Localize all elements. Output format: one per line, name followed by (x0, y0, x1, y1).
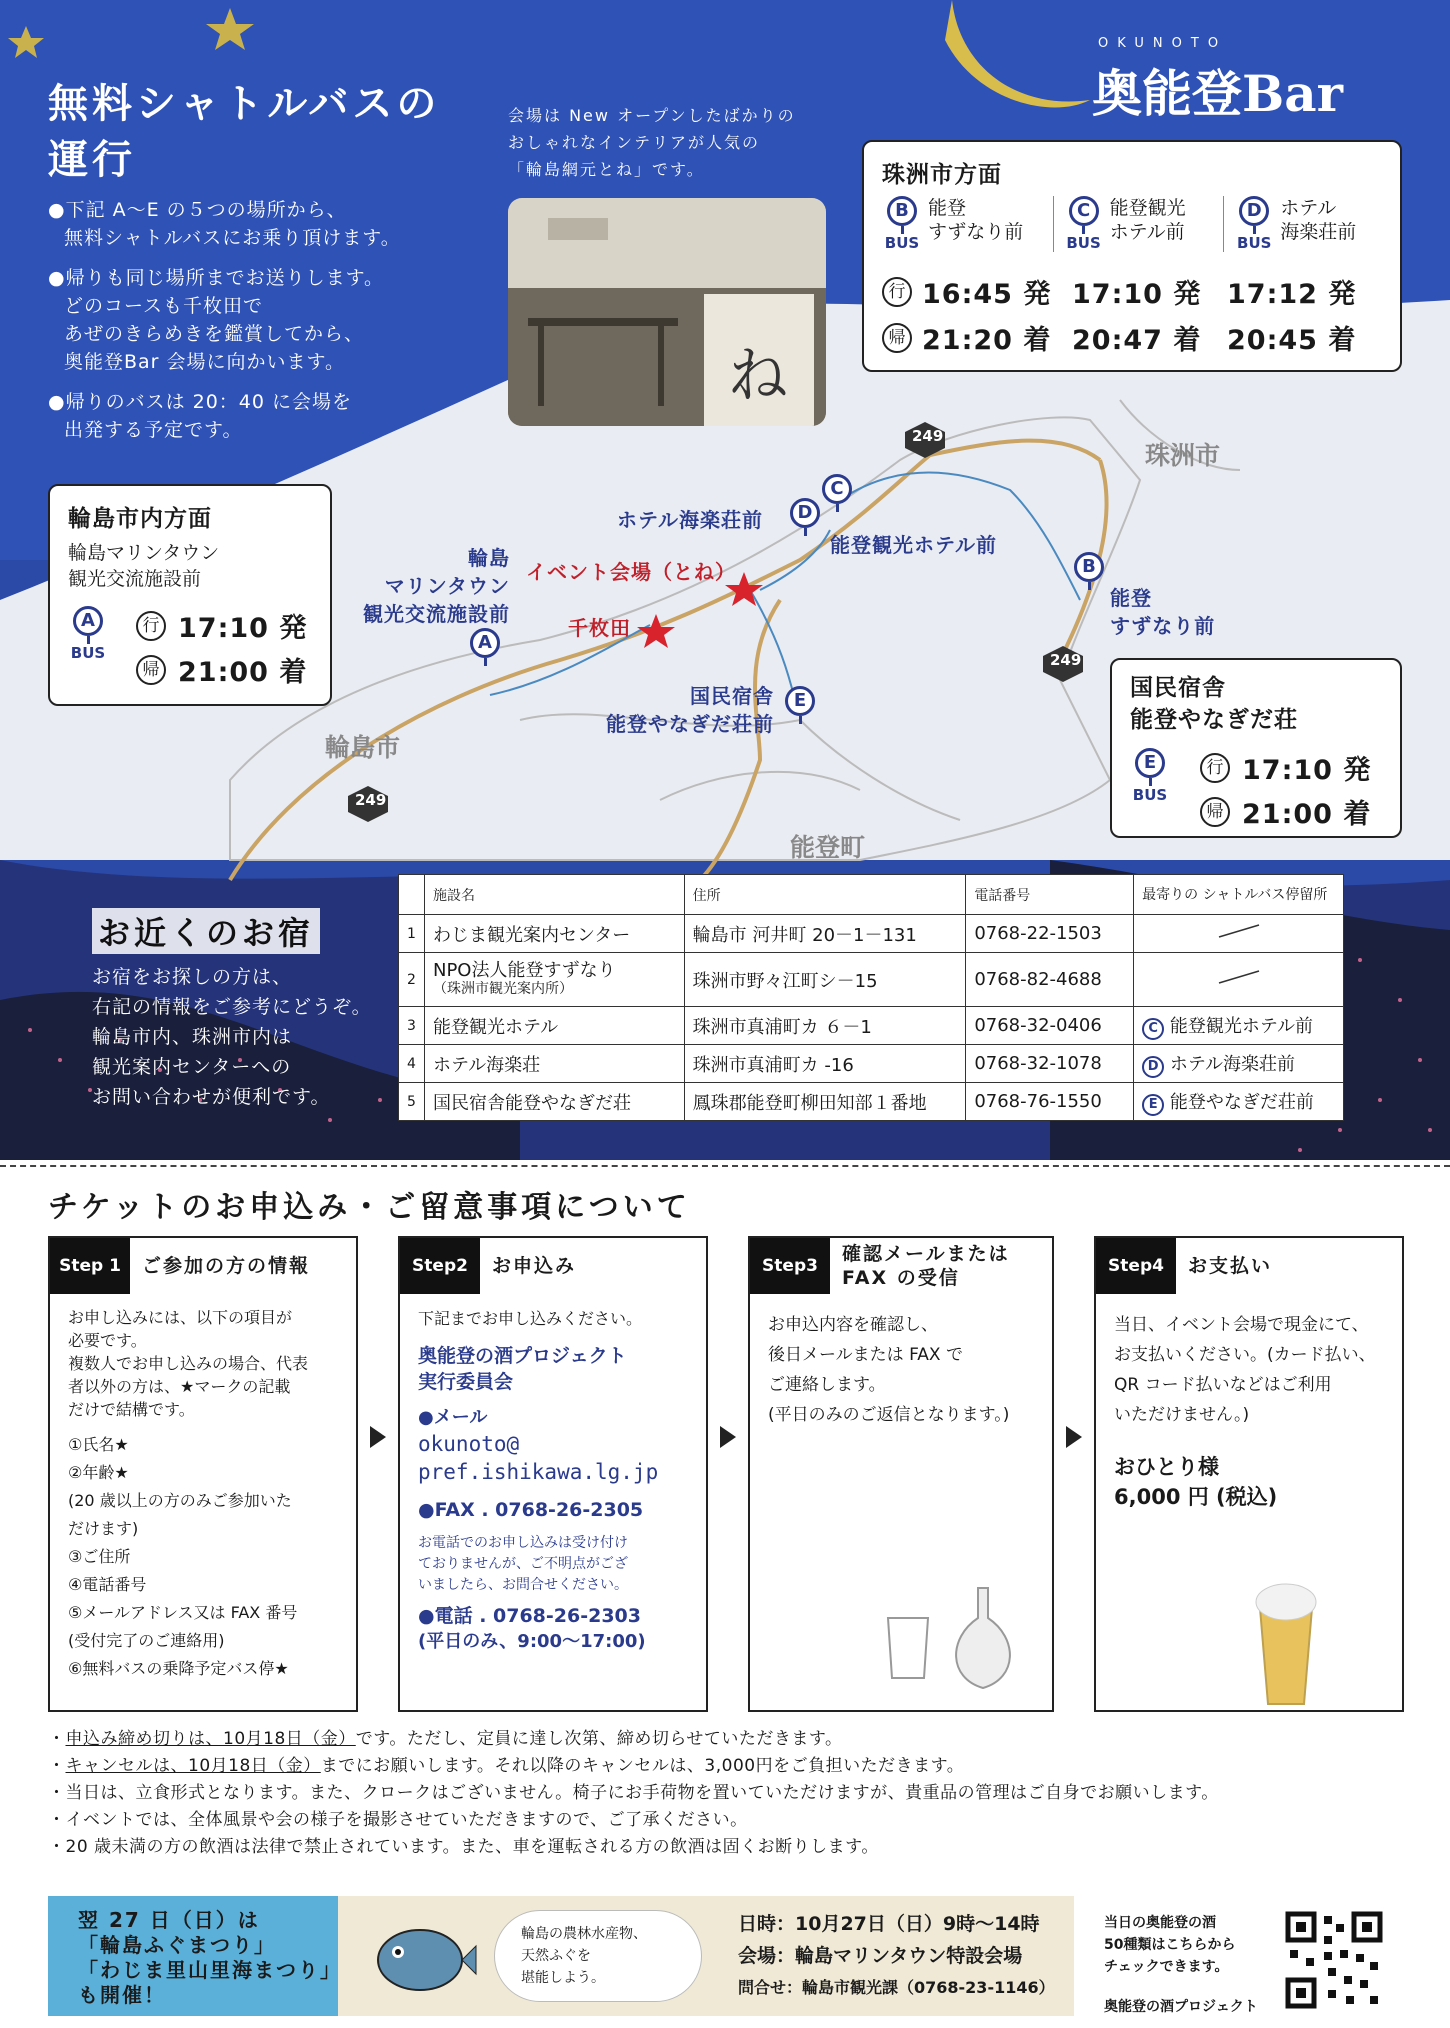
inn-title: お近くのお宿 (92, 908, 320, 954)
qr-org: 奥能登の酒プロジェクト (1104, 1999, 1258, 2015)
step4-card: Step4 お支払い 当日、イベント会場で現金にて、 お支払いください。(カード払い、 QR コード払いなどはご利用 いただけません。) おひとり様 6,000 円 (税込) (1094, 1236, 1404, 1712)
venue-photo (508, 198, 826, 426)
inn-description: お宿をお探しの方は、 右記の情報をご参考にどうぞ。 輪島市内、珠洲市内は 観光案内センターへの お問い合わせが便利です。 (92, 966, 372, 1108)
email-link[interactable]: pref.ishikawa.lg.jp (418, 1460, 659, 1484)
col-name: 施設名 (424, 875, 684, 915)
arrow-icon (720, 1426, 736, 1448)
col-tel: 電話番号 (966, 875, 1134, 915)
sake-bottle-icon (878, 1578, 1028, 1698)
venue-note: 会場は New オープンしたばかりの おしゃれなインテリアが人気の 「輪島網元とね」です。 (508, 106, 796, 179)
notes-list (48, 1726, 1408, 1861)
suzu-timetable (862, 140, 1402, 372)
note-item: ・キャンセルは、10月18日（金）までにお願いします。それ以降のキャンセルは、3,000円をご負担いただきます。 (48, 1756, 965, 1776)
stop-d: D BUS ホテル 海楽荘前 (1223, 196, 1382, 252)
stop-b: B BUS 能登 すずなり前 (884, 197, 1024, 252)
map-label-kairakuso: ホテル海楽荘前 (617, 508, 763, 532)
arrow-icon (1066, 1426, 1082, 1448)
pufferfish-icon (368, 1918, 478, 1998)
wajima-place: 輪島マリンタウン 観光交流施設前 (68, 542, 220, 590)
map-pin-d: D (790, 498, 820, 536)
shuttle-bullets: ●下記 A〜E の５つの場所から、 無料シャトルバスにお乗り頂けます。 ●帰りも同じ場所までお送りします。 どのコースも千枚田で あぜのきらめきを鑑賞してから、 奥能登Bar 会場に向かいます。 ●帰りのバスは 20：40 に会場を 出発する予定です。 (48, 199, 401, 441)
yanagida-title: 国民宿舎 能登やなぎだ荘 (1130, 675, 1298, 733)
wajima-timetable: 輪島市内方面 輪島マリンタウン 観光交流施設前 A BUS 行 17:10 発 帰 21:00 着 (48, 484, 332, 706)
shuttle-title: 無料シャトルバスの 運行 (48, 81, 441, 183)
festival-info: 日時：10月27日（日）9時〜14時 会場：輪島マリンタウン特設会場 問合せ：輪島市観光課（0768-23-1146） (738, 1913, 1055, 1997)
suzu-arrivals: 帰 21:20 着 20:47 着 20:45 着 (882, 318, 1356, 357)
map-pin-e: E (785, 686, 815, 724)
map-pin-a: A (470, 628, 500, 666)
email-link[interactable]: okunoto@ (418, 1432, 520, 1456)
map-label-event: イベント会場（とね） (526, 560, 736, 584)
note-item: ・イベントでは、全体風景や会の様子を撮影させていただきますので、ご了承ください。 (48, 1810, 748, 1830)
map-label-marine: 輪島 マリンタウン 観光交流施設前 (363, 546, 510, 626)
map-label-senmaida: 千枚田 (568, 616, 631, 640)
col-stop: 最寄りの シャトルバス停留所 (1134, 875, 1344, 915)
note-item: ・20 歳未満の方の飲酒は法律で禁止されています。また、車を運転される方の飲酒は固くお断りします。 (48, 1837, 879, 1857)
table-row: 1 わじま観光案内センター 輪島市 河井町 20－1－131 0768-22-1503 (399, 915, 1344, 953)
brand-kana: OKUNOTO (1098, 36, 1228, 51)
route-249-label: 249 (912, 427, 944, 445)
table-row: 3 能登観光ホテル 珠洲市真浦町カ ６－1 0768-32-0406 C 能登観光ホテル前 (399, 1007, 1344, 1045)
col-address: 住所 (684, 875, 966, 915)
wajima-city-label: 輪島市 (325, 733, 401, 762)
suzu-title: 珠洲市方面 (882, 162, 1002, 188)
step3-card: Step3 確認メールまたは FAX の受信 お申込内容を確認し、 後日メールまたは FAX で ご連絡します。 (平日のみのご返信となります。) (748, 1236, 1054, 1712)
yanagida-pin: E BUS (1130, 748, 1170, 804)
noto-town-label: 能登町 (790, 833, 866, 862)
suzu-city-label: 珠洲市 (1145, 441, 1221, 470)
table-row: 2 NPO法人能登すずなり （珠洲市観光案内所） 珠洲市野々江町シ－15 0768-82-4688 (399, 953, 1344, 1007)
yanagida-timetable: 国民宿舎 能登やなぎだ荘 E BUS 行 17:10 発 帰 21:00 着 (1110, 658, 1402, 838)
step2-card: Step2 お申込み 下記までお申し込みください。 奥能登の酒プロジェクト 実行委員会 ●メール okunoto@ pref.ishikawa.lg.jp ●FAX . 0768-26-2305 お電話でのお申し込みは受け付け ておりませんが、ご不明点がござ いましたら、お問合せください。 ●電話 . 0768-26-2303 (平日のみ、9:00〜17:00) (398, 1236, 708, 1712)
no-stop-slash (1209, 921, 1269, 941)
suzu-stops (882, 196, 1382, 252)
wajima-pin: A BUS (68, 606, 108, 662)
map-label-noto-kanko: 能登観光ホテル前 (830, 533, 997, 557)
cut-line (0, 1165, 1450, 1167)
qr-caption: 当日の奥能登の酒 50種類はこちらから チェックできます。 (1104, 1915, 1236, 1975)
festival-bubble: 輪島の農林水産物、 天然ふぐを 堪能しよう。 (494, 1910, 702, 2002)
photo-sign-text: ね (728, 341, 788, 411)
map-label-suzunari: 能登 すずなり前 (1110, 586, 1216, 638)
brand-logo: 奥能登Bar (1092, 64, 1344, 123)
wajima-title: 輪島市内方面 (68, 506, 212, 532)
table-row: 4 ホテル海楽荘 珠洲市真浦町カ -16 0768-32-1078 D ホテル海楽荘前 (399, 1045, 1344, 1083)
stop-c: C BUS 能登観光 ホテル前 (1053, 196, 1224, 252)
map-label-yanagida: 国民宿舎 能登やなぎだ荘前 (606, 684, 774, 736)
table-row: 5 国民宿舎能登やなぎだ荘 鳳珠郡能登町柳田知部１番地 0768-76-1550 E 能登やなぎだ荘前 (399, 1083, 1344, 1121)
ticket-title: チケットのお申込み・ご留意事項について (48, 1190, 691, 1225)
beer-glass-icon (1246, 1578, 1326, 1708)
suzu-departures: 行 16:45 発 17:10 発 17:12 発 (882, 272, 1356, 311)
note-item: ・当日は、立食形式となります。また、クロークはございません。椅子にお手荷物を置いていただけますが、貴重品の管理はご自身でお願いします。 (48, 1783, 1219, 1803)
route-249-label: 249 (1050, 651, 1082, 669)
arrow-icon (370, 1426, 386, 1448)
festival-banner (48, 1896, 1074, 2016)
note-item: ・申込み締め切りは、10月18日（金）です。ただし、定員に達し次第、締め切らせていただきます。 (48, 1729, 843, 1749)
route-249-label: 249 (355, 791, 387, 809)
festival-headline: 翌 27 日（日）は 「輪島ふぐまつり」 「わじま里山里海まつり」 も開催！ (78, 1908, 342, 2007)
no-stop-slash (1209, 967, 1269, 987)
inn-table (398, 874, 1344, 1121)
map-pin-c: C (822, 474, 852, 512)
step1-card: Step 1 ご参加の方の情報 お申し込みには、以下の項目が 必要です。 複数人でお申し込みの場合、代表 者以外の方は、★マークの記載 だけで結構です。 ①氏名★ ②年齢★ (20 歳以上の方のみご参加いた だけます) ③ご住所 ④電話番号 ⑤メールアドレス又は FAX 番号 (受付完了のご連絡用) ⑥無料バスの乗降予定バス停★ (48, 1236, 358, 1712)
qr-code-icon[interactable] (1284, 1910, 1384, 2010)
map-pin-b: B (1074, 552, 1104, 590)
